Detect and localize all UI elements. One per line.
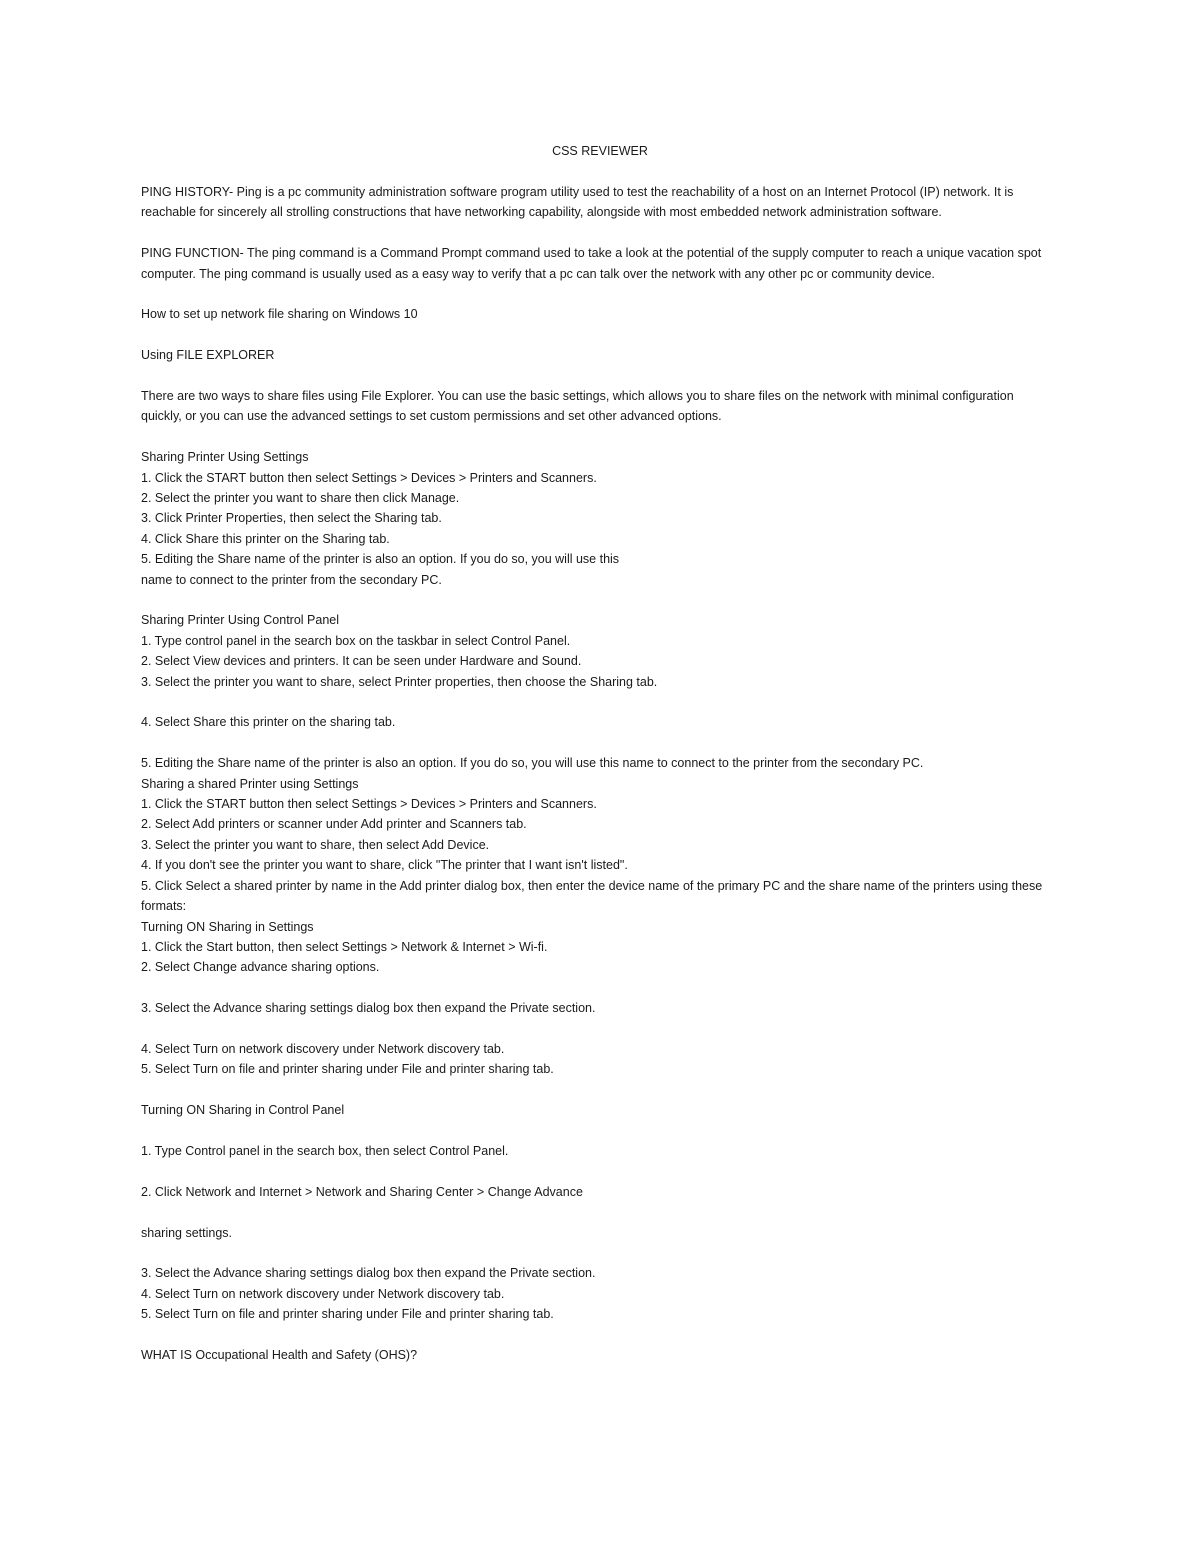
list-item: 4. Select Turn on network discovery under Network discovery tab. [141,1041,505,1056]
list-item: 1. Click the START button then select Settings > Devices > Printers and Scanners. [141,470,597,485]
list-item-continuation: name to connect to the printer from the secondary PC. [141,572,442,587]
list-item: 3. Select the printer you want to share, then select Add Device. [141,837,490,852]
list-item: 3. Click Printer Properties, then select the Sharing tab. [141,511,442,526]
list-item: 2. Select Change advance sharing options. [141,960,380,975]
list-item: 5. Click Select a shared printer by name in the Add printer dialog box, then enter the device name of the primary PC and the share name of the printers using these formats: [141,878,1043,914]
list-item: 2. Select the printer you want to share then click Manage. [141,491,460,506]
list-item: 3. Select the Advance sharing settings dialog box then expand the Private section. [141,1266,596,1281]
heading-turning-on-sharing-settings: Turning ON Sharing in Settings [141,919,314,934]
list-item: 4. Click Share this printer on the Sharing tab. [141,531,390,546]
heading-turning-on-sharing-control-panel: Turning ON Sharing in Control Panel [141,1103,345,1118]
list-item: 1. Type Control panel in the search box, then select Control Panel. [141,1143,509,1158]
heading-sharing-printer-control-panel: Sharing Printer Using Control Panel [141,613,340,628]
list-item: 2. Select Add printers or scanner under Add printer and Scanners tab. [141,817,527,832]
list-item: 4. Select Turn on network discovery under Network discovery tab. [141,1286,505,1301]
heading-ohs: WHAT IS Occupational Health and Safety (OHS)? [141,1347,418,1362]
paragraph-ping-history: PING HISTORY- Ping is a pc community administration software program utility used to test the reachability of a host on an Internet Protocol (IP) network. It is reachable for sincerely all strolling constructions that have networking capability, alongside with most embedded network administration software. [141,185,1014,220]
list-item: 2. Click Network and Internet > Network and Sharing Center > Change Advance [141,1184,583,1199]
page-title: CSS REVIEWER [552,144,648,158]
list-item: 1. Type control panel in the search box on the taskbar in select Control Panel. [141,633,571,648]
list-item: 5. Editing the Share name of the printer is also an option. If you do so, you will use this [141,552,620,567]
heading-using-file-explorer: Using FILE EXPLORER [141,348,275,363]
list-item: 3. Select the Advance sharing settings dialog box then expand the Private section. [141,1001,596,1016]
list-item: 2. Select View devices and printers. It can be seen under Hardware and Sound. [141,654,582,669]
list-item: 1. Click the START button then select Settings > Devices > Printers and Scanners. [141,797,597,812]
list-item: 5. Select Turn on file and printer sharing under File and printer sharing tab. [141,1062,554,1077]
list-item: 3. Select the printer you want to share, select Printer properties, then choose the Sharing tab. [141,674,658,689]
list-item: 1. Click the Start button, then select Settings > Network & Internet > Wi-fi. [141,939,548,954]
list-item: 4. Select Share this printer on the sharing tab. [141,715,396,730]
paragraph-file-explorer: There are two ways to share files using File Explorer. You can use the basic settings, which allows you to share files on the network with minimal configuration quickly, or you can use the advanced settings to set custom permissions and set other advanced options. [141,389,1014,424]
heading-network-file-sharing: How to set up network file sharing on Windows 10 [141,307,418,322]
paragraph-ping-function: PING FUNCTION- The ping command is a Command Prompt command used to take a look at the potential of the supply computer to reach a unique vacation spot computer. The ping command is usually used as a easy way to verify that a pc can talk over the network with any other pc or community device. [141,246,1042,281]
list-item: 4. If you don't see the printer you want to share, click "The printer that I want isn't listed". [141,858,628,873]
heading-sharing-shared-printer: Sharing a shared Printer using Settings [141,776,359,791]
list-item-continuation: sharing settings. [141,1225,233,1240]
heading-sharing-printer-settings: Sharing Printer Using Settings [141,450,309,465]
document-body [141,182,1051,1365]
list-item: 5. Editing the Share name of the printer is also an option. If you do so, you will use this name to connect to the printer from the secondary PC. [141,756,924,771]
list-item: 5. Select Turn on file and printer sharing under File and printer sharing tab. [141,1307,554,1322]
